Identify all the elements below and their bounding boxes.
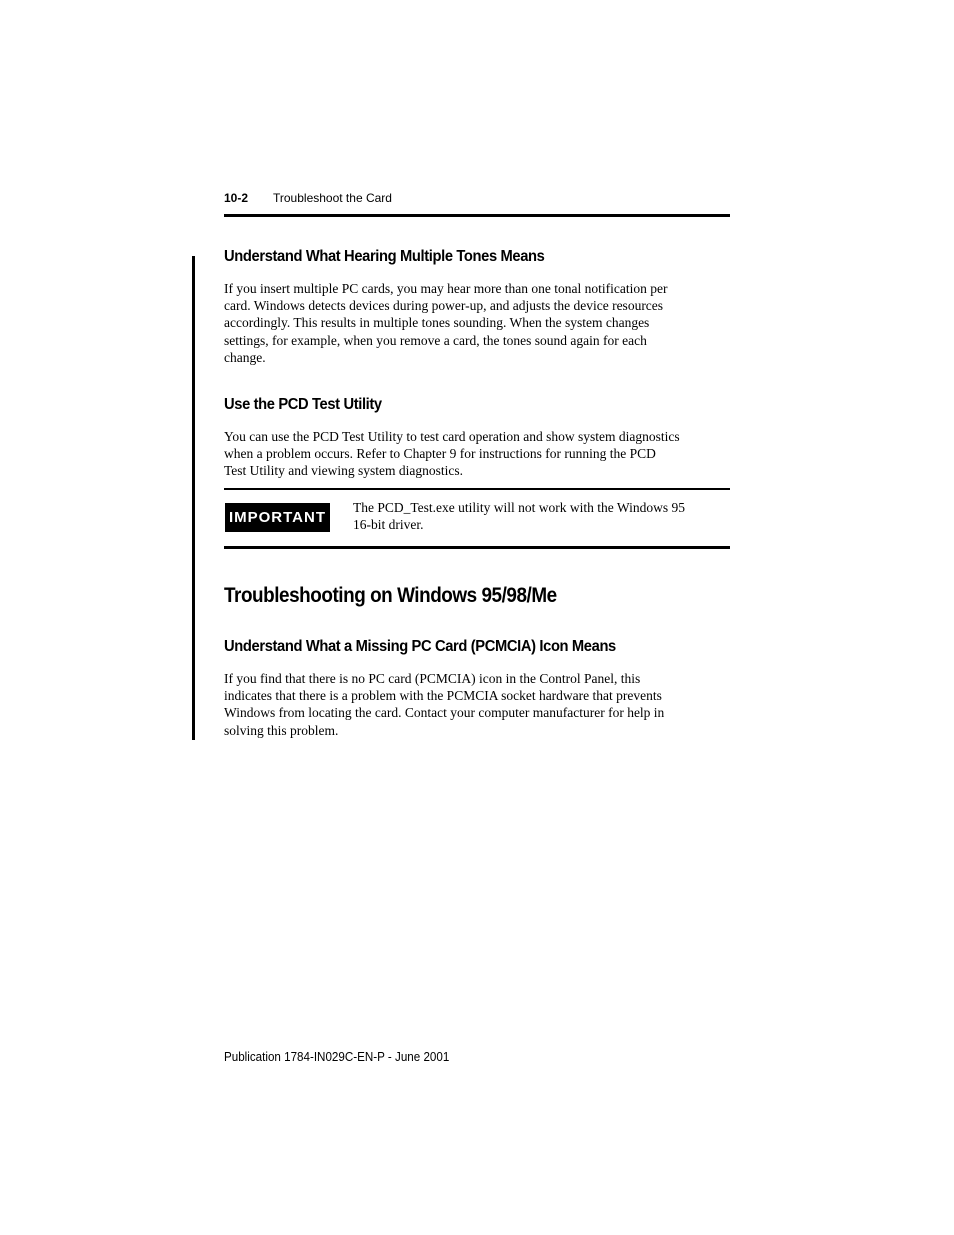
text-line: when a problem occurs. Refer to Chapter 9 for instructions for running the PCD: [224, 446, 656, 462]
paragraph-pcd-test-utility: [224, 428, 730, 480]
running-header: [224, 191, 730, 205]
change-bar: [192, 256, 195, 740]
text-line: The PCD_Test.exe utility will not work with the Windows 95: [353, 500, 685, 515]
chapter-title: Troubleshoot the Card: [273, 191, 392, 205]
text-line: Windows from locating the card. Contact your computer manufacturer for help in: [224, 705, 665, 721]
text-line: You can use the PCD Test Utility to test card operation and show system diagnostics: [224, 429, 680, 444]
section-heading-missing-icon: Understand What a Missing PC Card (PCMCIA) Icon Means: [224, 638, 616, 655]
text-line: settings, for example, when you remove a card, the tones sound again for each: [224, 332, 647, 348]
text-line: change.: [224, 349, 266, 365]
important-note: [224, 488, 730, 549]
text-line: If you insert multiple PC cards, you may hear more than one tonal notification per: [224, 281, 668, 296]
header-rule: [224, 214, 730, 217]
text-line: 16-bit driver.: [353, 517, 424, 533]
text-line: If you find that there is no PC card (PCMCIA) icon in the Control Panel, this: [224, 671, 641, 686]
section-heading-multiple-tones: Understand What Hearing Multiple Tones Means: [224, 248, 545, 265]
section-heading-pcd-test-utility: Use the PCD Test Utility: [224, 396, 382, 413]
text-line: card. Windows detects devices during power-up, and adjusts the device resources: [224, 298, 664, 314]
important-text: [353, 499, 728, 533]
text-line: solving this problem.: [224, 722, 339, 738]
text-line: indicates that there is a problem with the PCMCIA socket hardware that prevents: [224, 688, 662, 704]
main-heading: Troubleshooting on Windows 95/98/Me: [224, 584, 557, 607]
text-line: Test Utility and viewing system diagnostics.: [224, 463, 464, 479]
page-number: 10-2: [224, 191, 249, 205]
text-line: accordingly. This results in multiple tones sounding. When the system changes: [224, 315, 650, 331]
paragraph-multiple-tones: [224, 280, 730, 366]
paragraph-missing-icon: [224, 670, 730, 739]
important-label: IMPORTANT: [225, 503, 330, 532]
publication-footer: Publication 1784-IN029C-EN-P - June 2001: [224, 1050, 450, 1064]
